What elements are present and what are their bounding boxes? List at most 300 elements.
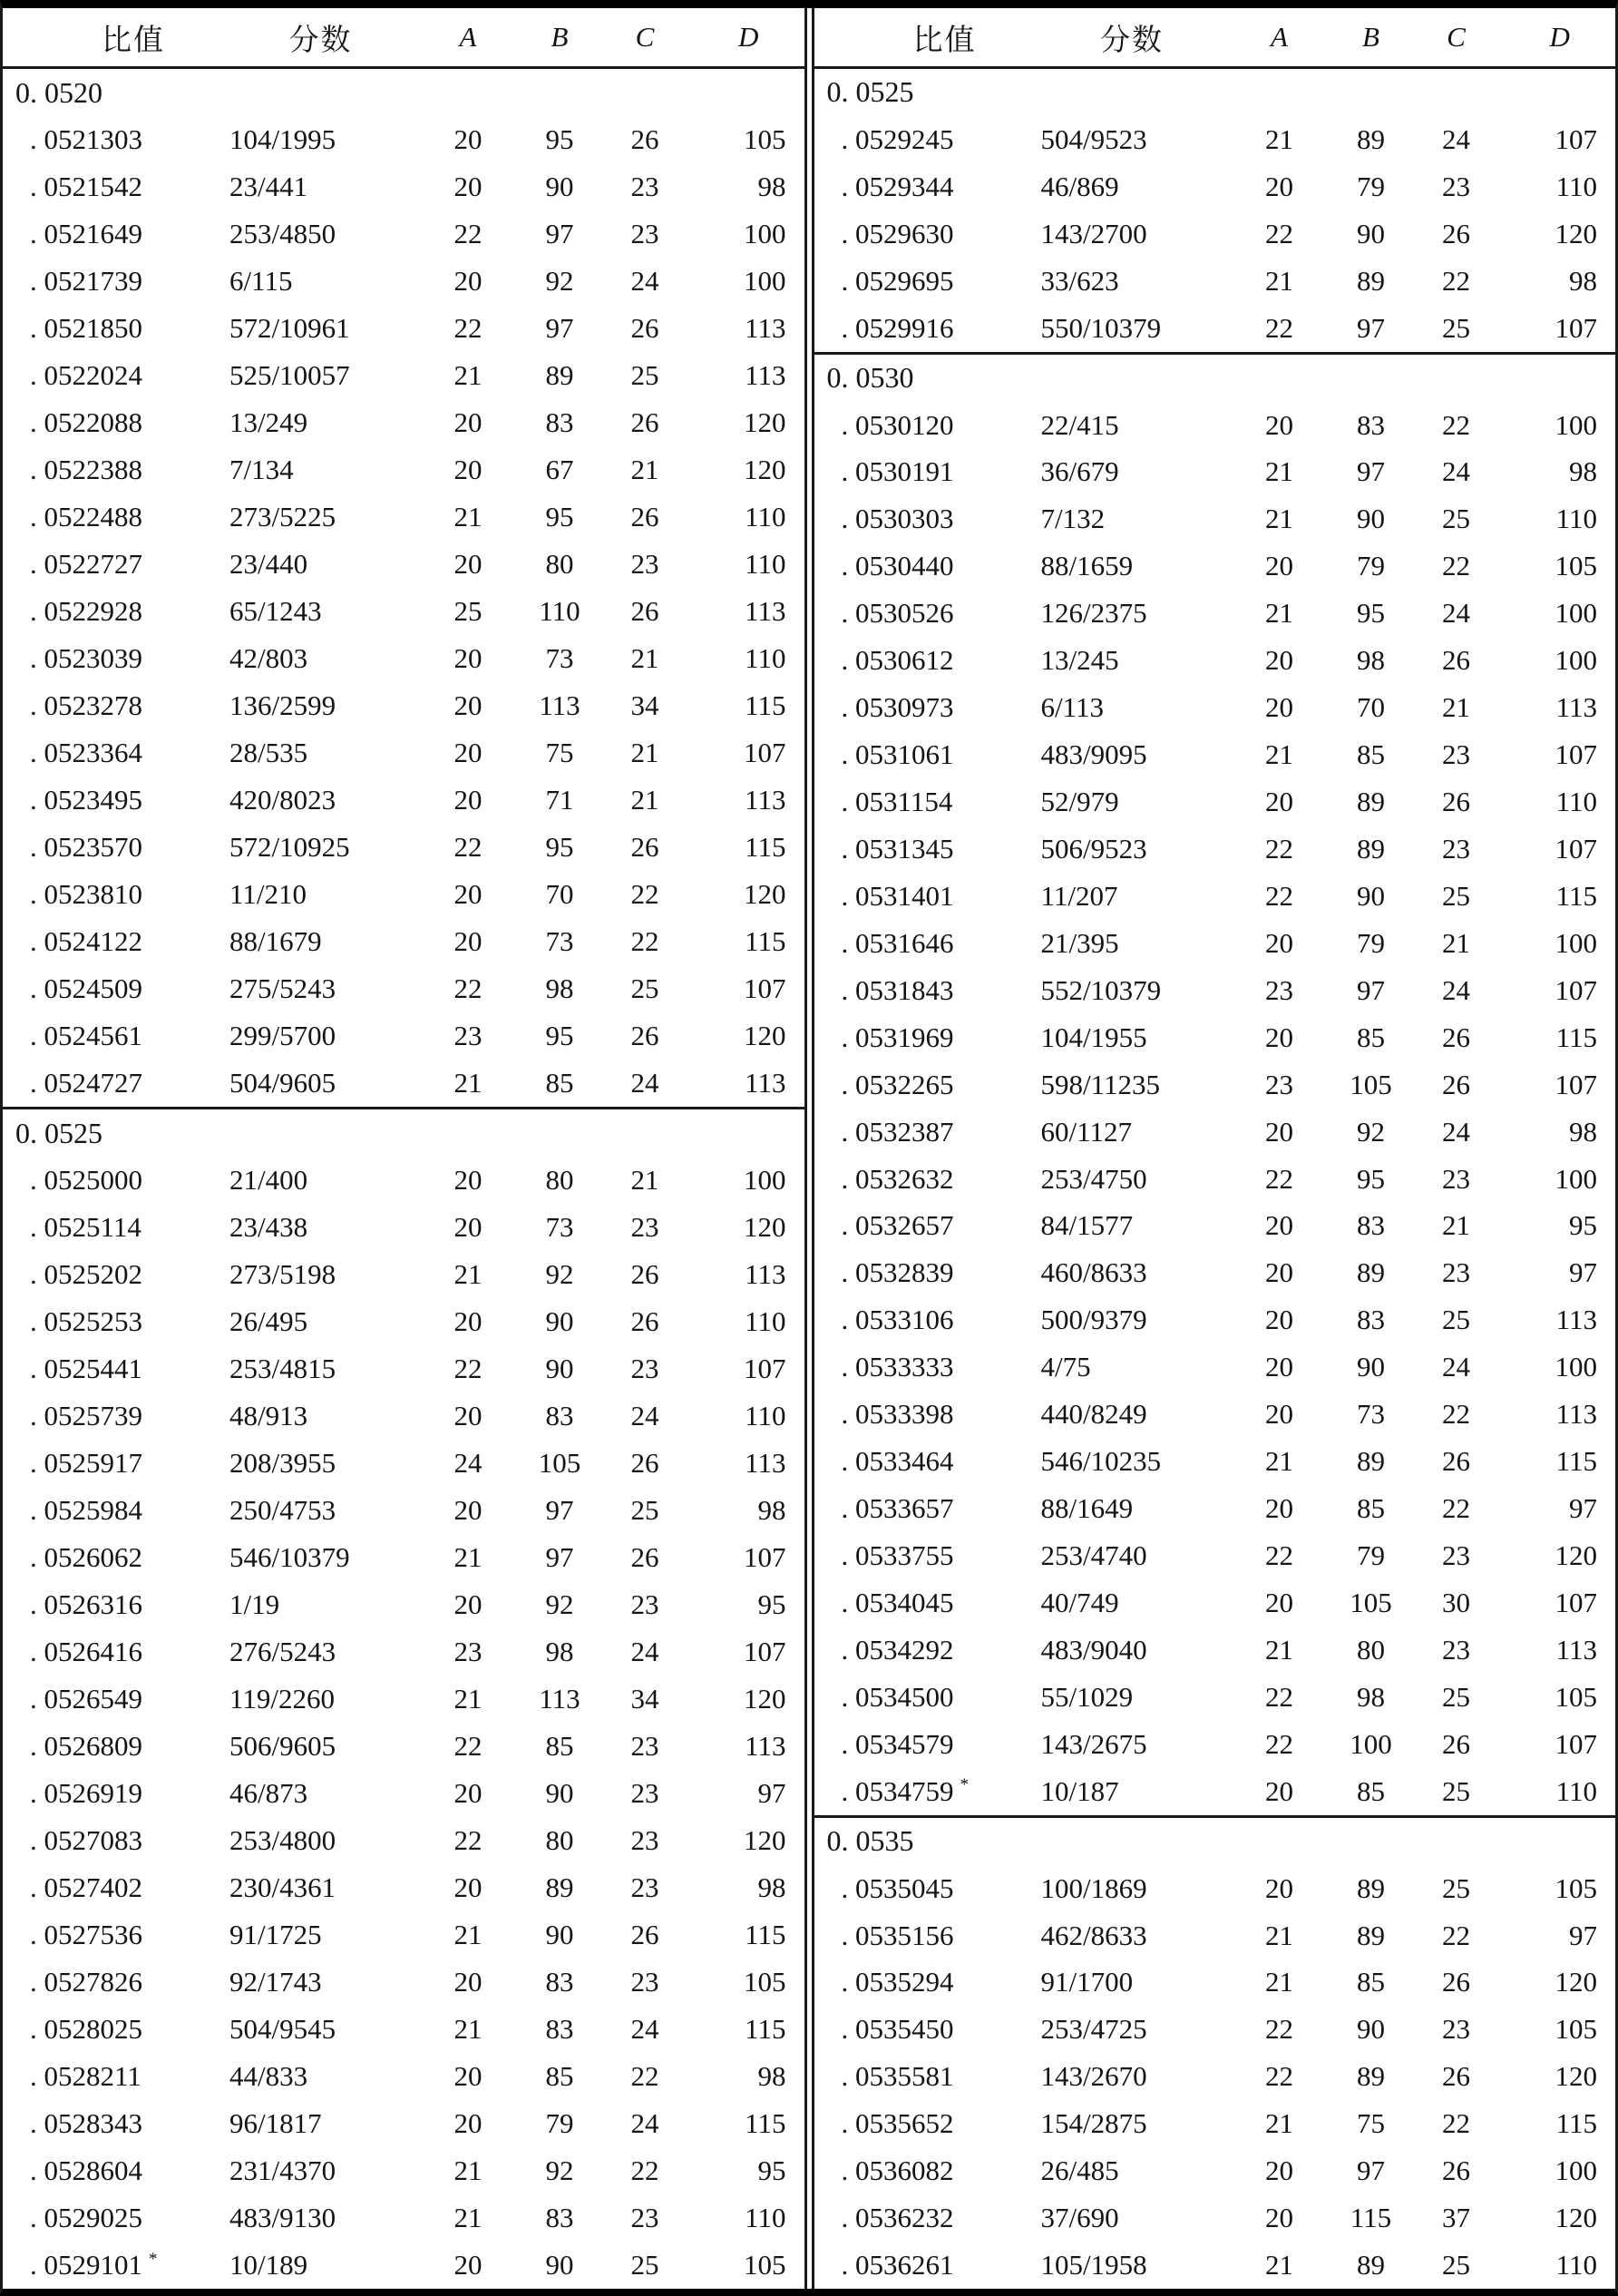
table-row — [3, 1676, 804, 1723]
fraction-cell: 11/210 — [229, 878, 307, 910]
col-c-cell: 24 — [1442, 973, 1470, 1006]
col-b-cell: 79 — [1357, 926, 1385, 959]
col-c-cell: 25 — [1442, 311, 1470, 344]
col-c-cell: 23 — [630, 2202, 659, 2233]
col-a-cell: 21 — [453, 359, 482, 391]
col-b-cell: 90 — [1357, 1351, 1385, 1383]
col-d-cell: 107 — [1555, 832, 1597, 865]
col-a-cell: 20 — [1265, 1304, 1293, 1336]
col-d-cell: 105 — [1555, 1871, 1597, 1904]
section-label: 0. 0520 — [15, 75, 102, 109]
fraction-cell: 88/1649 — [1040, 1492, 1134, 1525]
col-d-cell: 120 — [1555, 1539, 1597, 1572]
col-d-cell: 100 — [1555, 1162, 1597, 1195]
table-row — [3, 1534, 804, 1581]
col-b-cell: 92 — [545, 265, 574, 297]
ratio-cell: . 0529695 — [841, 264, 954, 297]
fraction-cell: 1/19 — [229, 1588, 280, 1620]
fraction-cell: 26/485 — [1040, 2154, 1119, 2187]
ratio-cell: . 0521850 — [30, 312, 142, 344]
col-b-cell: 89 — [545, 1871, 574, 1903]
col-b-cell: 100 — [1350, 1727, 1392, 1760]
fraction-cell: 143/2700 — [1040, 217, 1147, 249]
col-a-cell: 20 — [453, 1966, 482, 1998]
col-b-cell: 80 — [1357, 1633, 1385, 1666]
col-c-cell: 24 — [630, 265, 659, 297]
col-a-cell: 21 — [1265, 2107, 1293, 2140]
ratio-cell: . 0525739 — [30, 1400, 142, 1431]
col-d-cell: 115 — [1555, 1445, 1597, 1478]
ratio-cell: . 0530973 — [841, 691, 954, 724]
ratio-cell: . 0523810 — [30, 878, 142, 910]
col-d-cell: 107 — [744, 1636, 786, 1667]
col-a-cell: 20 — [453, 454, 482, 485]
ratio-cell: . 0535045 — [841, 1871, 954, 1904]
table-row — [814, 2194, 1616, 2242]
table-row — [814, 637, 1616, 684]
col-c-cell: 26 — [1442, 1021, 1470, 1053]
col-b-cell: 89 — [1357, 786, 1385, 818]
col-a-cell: 22 — [1265, 217, 1293, 249]
col-c-cell: 25 — [1442, 1304, 1470, 1336]
table-row — [814, 967, 1616, 1014]
col-b-cell: 83 — [1357, 408, 1385, 441]
col-b-cell: 115 — [1350, 2202, 1392, 2234]
fraction-cell: 253/4740 — [1040, 1539, 1147, 1572]
ratio-cell: . 0532387 — [841, 1115, 954, 1148]
col-a-cell: 20 — [453, 1400, 482, 1431]
fraction-cell: 10/187 — [1040, 1774, 1119, 1807]
col-a-cell: 23 — [1265, 973, 1293, 1006]
col-d-cell: 113 — [745, 1447, 786, 1479]
fraction-cell: 52/979 — [1040, 786, 1119, 818]
col-c-cell: 23 — [630, 218, 659, 249]
col-c-cell: 26 — [630, 1447, 659, 1479]
table-row — [3, 2053, 804, 2100]
ratio-cell: . 0526416 — [30, 1636, 142, 1667]
col-a-cell: 21 — [453, 1067, 482, 1099]
fraction-cell: 253/4725 — [1040, 2013, 1147, 2046]
col-c-cell: 22 — [1442, 550, 1470, 582]
fraction-cell: 572/10961 — [229, 312, 350, 344]
col-a-cell: 22 — [1265, 1727, 1293, 1760]
col-a-cell: 21 — [1265, 264, 1293, 297]
col-d-cell: 105 — [744, 1966, 786, 1998]
col-c-cell: 22 — [630, 2060, 659, 2092]
col-d-cell: 110 — [1555, 170, 1597, 202]
col-b-cell: 105 — [1350, 1068, 1392, 1100]
col-d-cell: 95 — [757, 2154, 786, 2186]
col-a-cell: 21 — [1265, 738, 1293, 771]
col-d-cell: 97 — [1569, 1492, 1597, 1525]
col-b-cell: 95 — [1357, 597, 1385, 630]
table-row — [814, 1674, 1616, 1721]
col-d-cell: 110 — [745, 548, 786, 580]
ratio-cell: . 0529344 — [841, 170, 954, 202]
col-d-header: D — [1549, 21, 1570, 53]
col-d-cell: 120 — [1555, 217, 1597, 249]
col-d-cell: 100 — [1555, 597, 1597, 630]
col-a-cell: 21 — [453, 2013, 482, 2045]
col-a-cell: 20 — [1265, 1021, 1293, 1053]
col-c-cell: 21 — [630, 784, 659, 816]
fraction-cell: 550/10379 — [1040, 311, 1162, 344]
fraction-cell: 28/535 — [229, 737, 308, 768]
fraction-cell: 13/245 — [1040, 644, 1119, 677]
fraction-cell: 23/440 — [229, 548, 308, 580]
ratio-cell: . 0525984 — [30, 1494, 142, 1526]
ratio-cell: . 0525000 — [30, 1164, 142, 1196]
col-c-cell: 26 — [630, 1020, 659, 1051]
col-b-cell: 92 — [545, 1258, 574, 1290]
col-b-cell: 75 — [545, 737, 574, 768]
table-row — [814, 1627, 1616, 1674]
fraction-cell: 500/9379 — [1040, 1304, 1147, 1336]
col-c-cell: 25 — [1442, 2249, 1470, 2281]
ratio-cell: . 0527826 — [30, 1966, 142, 1998]
col-d-cell: 115 — [745, 2013, 786, 2045]
col-a-cell: 21 — [1265, 122, 1293, 155]
fraction-cell: 143/2675 — [1040, 1727, 1147, 1760]
col-d-cell: 105 — [1555, 550, 1597, 582]
col-d-cell: 100 — [1555, 2154, 1597, 2187]
col-b-cell: 79 — [545, 2107, 574, 2139]
table-row — [814, 2242, 1616, 2289]
col-c-cell: 25 — [630, 972, 659, 1004]
table-row — [3, 682, 804, 729]
fraction-cell: 100/1869 — [1040, 1871, 1147, 1904]
ratio-cell: . 0536082 — [841, 2154, 954, 2187]
col-a-cell: 20 — [1265, 786, 1293, 818]
ratio-cell: . 0529630 — [841, 217, 954, 249]
section-label: 0. 0530 — [826, 361, 914, 395]
ratio-cell: . 0525917 — [30, 1447, 142, 1479]
col-b-header: B — [1362, 21, 1379, 53]
table-row — [814, 1865, 1616, 1912]
fraction-cell: 55/1029 — [1040, 1680, 1134, 1713]
table-row — [814, 1912, 1616, 1959]
col-c-cell: 26 — [630, 1541, 659, 1573]
fraction-cell: 546/10379 — [229, 1541, 350, 1573]
table-row — [814, 1485, 1616, 1532]
col-d-cell: 110 — [745, 501, 786, 532]
fraction-cell: 36/679 — [1040, 455, 1119, 488]
fraction-cell: 273/5198 — [229, 1258, 336, 1290]
col-b-cell: 79 — [1357, 1539, 1385, 1572]
col-c-header: C — [635, 21, 655, 53]
col-a-cell: 21 — [453, 501, 482, 532]
col-b-cell: 90 — [545, 1353, 574, 1384]
col-a-cell: 22 — [453, 972, 482, 1004]
col-b-header: B — [551, 21, 569, 53]
col-b-cell: 90 — [545, 1777, 574, 1809]
col-d-cell: 115 — [1555, 1021, 1597, 1053]
col-c-cell: 25 — [1442, 1774, 1470, 1807]
col-c-cell: 23 — [630, 1871, 659, 1903]
fraction-cell: 37/690 — [1040, 2202, 1119, 2234]
col-c-cell: 26 — [1442, 217, 1470, 249]
section-label: 0. 0535 — [826, 1824, 914, 1858]
table-row — [3, 2194, 804, 2242]
fraction-cell: 253/4800 — [229, 1824, 336, 1856]
col-d-cell: 100 — [744, 218, 786, 249]
col-a-cell: 21 — [1265, 1919, 1293, 1951]
col-a-cell: 20 — [1265, 408, 1293, 441]
ratio-cell: . 0529916 — [841, 311, 954, 344]
col-b-cell: 89 — [1357, 2060, 1385, 2093]
col-a-cell: 20 — [453, 548, 482, 580]
ratio-cell: . 0521303 — [30, 123, 142, 155]
ratio-cell: . 0524727 — [30, 1067, 142, 1099]
table-row — [814, 684, 1616, 731]
fraction-cell: 13/249 — [229, 406, 308, 438]
ratio-cell: . 0535652 — [841, 2107, 954, 2140]
col-d-cell: 105 — [1555, 1680, 1597, 1713]
fraction-cell: 275/5243 — [229, 972, 336, 1004]
col-d-cell: 110 — [745, 2202, 786, 2233]
col-c-cell: 26 — [630, 1305, 659, 1337]
ratio-cell: . 0530120 — [841, 408, 954, 441]
col-b-cell: 95 — [545, 831, 574, 863]
col-a-cell: 20 — [453, 1777, 482, 1809]
col-c-cell: 24 — [1442, 1351, 1470, 1383]
col-c-cell: 23 — [1442, 832, 1470, 865]
col-a-cell: 21 — [1265, 1445, 1293, 1478]
col-a-cell: 21 — [1265, 503, 1293, 535]
table-row — [3, 1723, 804, 1770]
ratio-cell: . 0524561 — [30, 1020, 142, 1051]
ratio-cell: . 0536261 — [841, 2249, 954, 2281]
col-b-cell: 89 — [1357, 1871, 1385, 1904]
ratio-cell: . 0533398 — [841, 1398, 954, 1431]
col-c-cell: 24 — [630, 1067, 659, 1099]
ratio-cell: . 0533755 — [841, 1539, 954, 1572]
col-b-cell: 95 — [1357, 1162, 1385, 1195]
ratio-cell: . 0527536 — [30, 1919, 142, 1950]
col-a-cell: 20 — [1265, 1351, 1293, 1383]
ratio-cell: . 0523495 — [30, 784, 142, 816]
fraction-cell: 440/8249 — [1040, 1398, 1147, 1431]
col-d-cell: 115 — [745, 689, 786, 721]
col-a-cell: 22 — [1265, 2013, 1293, 2046]
col-a-cell: 22 — [453, 831, 482, 863]
right-table-header — [814, 8, 1616, 69]
col-d-cell: 98 — [757, 171, 786, 202]
col-d-cell: 105 — [1555, 2013, 1597, 2046]
col-b-cell: 79 — [1357, 170, 1385, 202]
col-c-cell: 23 — [630, 1588, 659, 1620]
col-a-cell: 20 — [1265, 926, 1293, 959]
fraction-cell: 60/1127 — [1040, 1115, 1132, 1148]
fraction-cell: 462/8633 — [1040, 1919, 1147, 1951]
col-c-cell: 23 — [1442, 738, 1470, 771]
col-a-cell: 20 — [1265, 691, 1293, 724]
col-d-cell: 120 — [744, 454, 786, 485]
col-d-cell: 115 — [1555, 879, 1597, 912]
section-row — [3, 1107, 804, 1157]
table-row — [3, 965, 804, 1012]
fraction-cell: 126/2375 — [1040, 597, 1147, 630]
ratio-cell: . 0530526 — [841, 597, 954, 630]
table-row — [814, 2053, 1616, 2100]
col-c-cell: 23 — [630, 1730, 659, 1762]
col-b-cell: 73 — [545, 925, 574, 957]
table-row — [814, 2006, 1616, 2053]
ratio-cell: . 0535581 — [841, 2060, 954, 2093]
table-row — [814, 778, 1616, 826]
table-row — [814, 1203, 1616, 1250]
col-c-cell: 21 — [630, 454, 659, 485]
col-b-cell: 89 — [1357, 264, 1385, 297]
fraction-cell: 483/9095 — [1040, 738, 1147, 771]
col-d-cell: 113 — [1555, 1633, 1597, 1666]
col-c-cell: 22 — [1442, 408, 1470, 441]
col-a-cell: 20 — [453, 1588, 482, 1620]
col-c-cell: 21 — [630, 642, 659, 674]
col-c-cell: 24 — [1442, 1115, 1470, 1148]
ratio-cell: . 0530191 — [841, 455, 954, 488]
fraction-cell: 23/441 — [229, 171, 308, 202]
col-d-cell: 115 — [1555, 2107, 1597, 2140]
table-row — [814, 305, 1616, 352]
table-row — [3, 1298, 804, 1345]
col-a-cell: 21 — [1265, 455, 1293, 488]
ratio-cell: . 0528604 — [30, 2154, 142, 2186]
col-b-cell: 97 — [1357, 311, 1385, 344]
col-c-cell: 25 — [630, 359, 659, 391]
col-c-cell: 26 — [630, 595, 659, 627]
table-row — [3, 635, 804, 682]
ratio-cell: . 0530612 — [841, 644, 954, 677]
col-c-cell: 24 — [1442, 122, 1470, 155]
col-a-cell: 22 — [1265, 311, 1293, 344]
col-a-cell: 20 — [453, 878, 482, 910]
section-row — [814, 352, 1616, 402]
col-b-cell: 97 — [545, 1494, 574, 1526]
col-c-cell: 26 — [630, 831, 659, 863]
ratio-cell: . 0535450 — [841, 2013, 954, 2046]
col-c-cell: 25 — [630, 1494, 659, 1526]
col-d-cell: 107 — [744, 737, 786, 768]
col-d-cell: 100 — [744, 265, 786, 297]
ratio-cell: . 0532632 — [841, 1162, 954, 1195]
col-d-cell: 110 — [1555, 1774, 1597, 1807]
table-row — [3, 588, 804, 635]
fraction-cell: 230/4361 — [229, 1871, 336, 1903]
table-row — [3, 493, 804, 541]
col-c-cell: 21 — [1442, 1209, 1470, 1242]
col-c-cell: 22 — [1442, 1398, 1470, 1431]
col-b-cell: 85 — [545, 2060, 574, 2092]
asterisk-marker: * — [149, 2249, 158, 2269]
col-a-cell: 20 — [453, 123, 482, 155]
col-d-cell: 105 — [744, 2249, 786, 2281]
fraction-column-header: 分数 — [1100, 24, 1164, 57]
fraction-cell: 96/1817 — [229, 2107, 322, 2139]
col-c-cell: 25 — [630, 2249, 659, 2281]
col-a-cell: 20 — [1265, 2202, 1293, 2234]
table-row — [3, 824, 804, 871]
col-b-cell: 97 — [1357, 2154, 1385, 2187]
table-row — [814, 210, 1616, 258]
table-row — [3, 541, 804, 588]
col-b-cell: 97 — [545, 218, 574, 249]
col-c-cell: 23 — [630, 1211, 659, 1243]
col-b-cell: 85 — [545, 1730, 574, 1762]
col-a-cell: 20 — [453, 1871, 482, 1903]
col-a-cell: 21 — [453, 1258, 482, 1290]
col-a-cell: 20 — [453, 1211, 482, 1243]
fraction-cell: 46/869 — [1040, 170, 1119, 202]
table-row — [814, 1249, 1616, 1296]
fraction-cell: 506/9605 — [229, 1730, 336, 1762]
section-row — [814, 69, 1616, 116]
col-d-cell: 120 — [744, 1211, 786, 1243]
col-d-header: D — [738, 21, 759, 53]
ratio-cell: . 0534045 — [841, 1586, 954, 1618]
ratio-cell: . 0532839 — [841, 1256, 954, 1289]
section-row — [814, 1815, 1616, 1865]
col-a-cell: 20 — [1265, 170, 1293, 202]
col-a-cell: 20 — [453, 265, 482, 297]
fraction-cell: 250/4753 — [229, 1494, 336, 1526]
fraction-cell: 4/75 — [1040, 1351, 1091, 1383]
ratio-cell: . 0531345 — [841, 832, 954, 865]
table-row — [3, 163, 804, 210]
ratio-cell: . 0521542 — [30, 171, 142, 202]
ratio-cell: . 0521649 — [30, 218, 142, 249]
col-a-cell: 20 — [453, 2249, 482, 2281]
ratio-cell: . 0522024 — [30, 359, 142, 391]
table-row — [814, 1959, 1616, 2007]
fraction-cell: 33/623 — [1040, 264, 1119, 297]
col-c-cell: 22 — [630, 2154, 659, 2186]
ratio-cell: . 0531969 — [841, 1021, 954, 1053]
col-d-cell: 107 — [1555, 1586, 1597, 1618]
col-b-cell: 85 — [1357, 1492, 1385, 1525]
col-b-cell: 110 — [539, 595, 580, 627]
table-row — [814, 2147, 1616, 2194]
fraction-cell: 22/415 — [1040, 408, 1119, 441]
col-c-cell: 26 — [1442, 786, 1470, 818]
col-b-cell: 97 — [1357, 973, 1385, 1006]
col-c-cell: 24 — [630, 2013, 659, 2045]
col-a-cell: 21 — [453, 2154, 482, 2186]
col-b-cell: 85 — [1357, 738, 1385, 771]
fraction-cell: 253/4850 — [229, 218, 336, 249]
col-a-cell: 20 — [1265, 1115, 1293, 1148]
col-b-cell: 92 — [1357, 1115, 1385, 1148]
ratio-column-header: 比值 — [912, 24, 977, 57]
col-d-cell: 100 — [1555, 1351, 1597, 1383]
col-d-cell: 110 — [745, 642, 786, 674]
table-row — [814, 449, 1616, 496]
col-d-cell: 115 — [745, 831, 786, 863]
col-a-cell: 20 — [1265, 1209, 1293, 1242]
fraction-cell: 208/3955 — [229, 1447, 336, 1479]
col-c-cell: 24 — [1442, 597, 1470, 630]
col-a-cell: 22 — [453, 218, 482, 249]
table-row — [814, 1391, 1616, 1438]
ratio-cell: . 0533657 — [841, 1492, 954, 1525]
table-row — [3, 777, 804, 824]
col-a-cell: 20 — [453, 737, 482, 768]
col-d-cell: 110 — [1555, 2249, 1597, 2281]
col-d-cell: 98 — [757, 1494, 786, 1526]
col-d-cell: 95 — [1569, 1209, 1597, 1242]
ratio-cell: . 0530303 — [841, 503, 954, 535]
table-row — [814, 542, 1616, 590]
